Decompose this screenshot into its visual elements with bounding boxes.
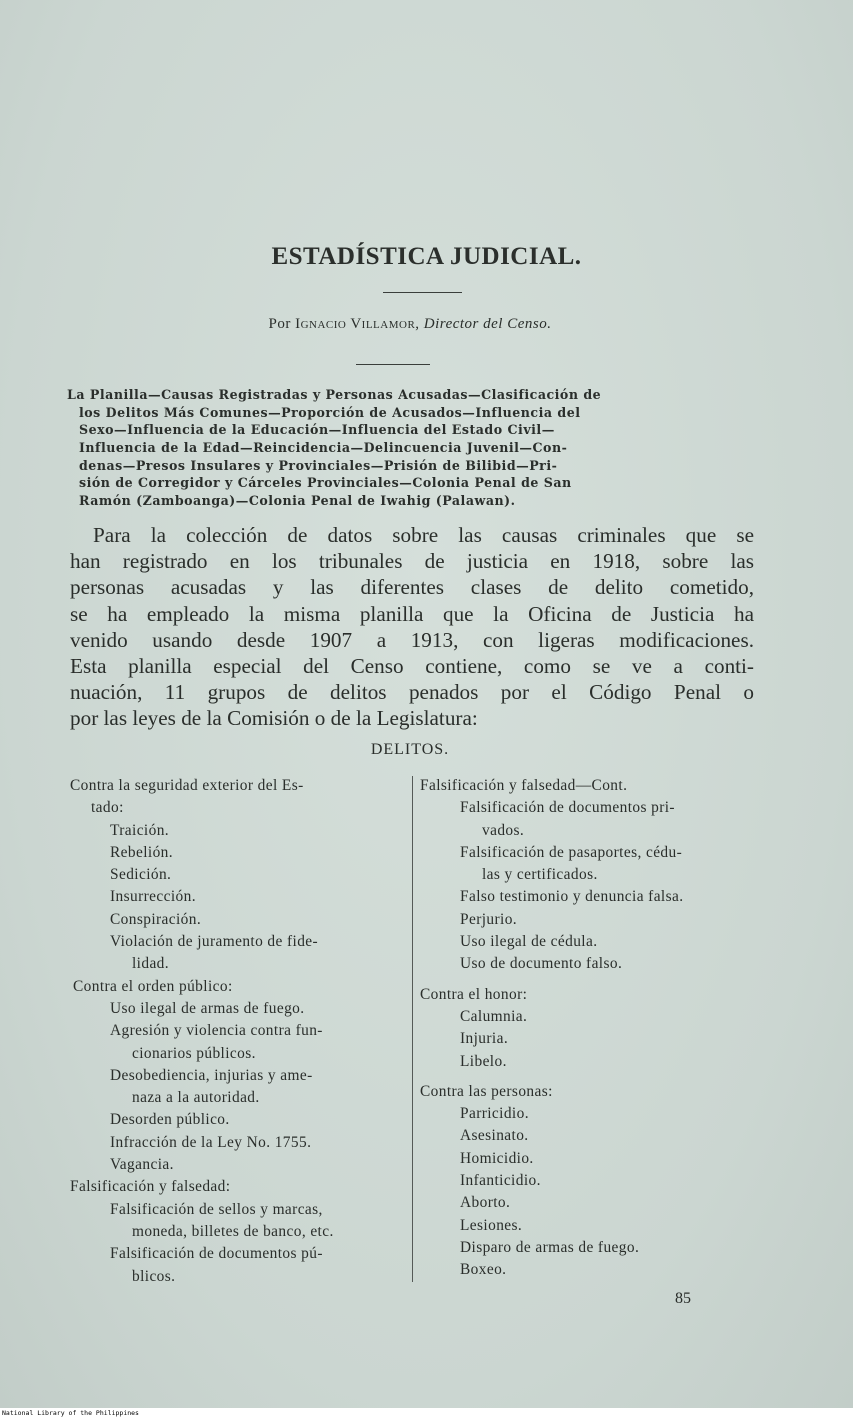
category-heading: Contra las personas: xyxy=(420,1082,553,1100)
list-item: Aborto. xyxy=(460,1194,511,1212)
list-item: Agresión y violencia contra fun- xyxy=(110,1022,323,1040)
list-item: Infanticidio. xyxy=(460,1172,541,1190)
chapter-summary xyxy=(67,386,755,510)
list-item: Uso ilegal de armas de fuego. xyxy=(110,999,305,1017)
category-heading: Contra la seguridad exterior del Es- xyxy=(70,777,304,794)
summary-line: Influencia de la Edad—Reincidencia—Delincuencia Juvenil—Con- xyxy=(79,440,568,456)
list-item: Sedición. xyxy=(110,866,172,884)
list-item: Falsificación de sellos y marcas, xyxy=(110,1200,323,1218)
list-item: Injuria. xyxy=(460,1030,509,1048)
byline-author: Ignacio Villamor, xyxy=(295,316,420,332)
list-item: Falso testimonio y denuncia falsa. xyxy=(460,888,684,906)
summary-line: denas—Presos Insulares y Provinciales—Prisión de Bilibid—Pri- xyxy=(79,457,558,473)
list-item-continuation: naza a la autoridad. xyxy=(132,1089,260,1107)
list-item: Parricidio. xyxy=(460,1105,529,1123)
summary-line: los Delitos Más Comunes—Proporción de Acusados—Influencia del xyxy=(79,404,581,420)
list-item: Falsificación de documentos pri- xyxy=(460,799,675,817)
column-divider xyxy=(412,776,413,1282)
category-heading: Contra el honor: xyxy=(420,985,528,1003)
page-number: 85 xyxy=(675,1290,691,1307)
list-item: Infracción de la Ley No. 1755. xyxy=(110,1133,312,1151)
list-item: Falsificación de documentos pú- xyxy=(110,1245,323,1263)
byline-rule xyxy=(356,364,430,365)
category-heading: Falsificación y falsedad—Cont. xyxy=(420,777,628,794)
body-line: Para la colección de datos sobre las causas criminales que se xyxy=(93,523,754,547)
delitos-heading: DELITOS. xyxy=(370,741,450,758)
list-item: Rebelión. xyxy=(110,843,174,861)
summary-line: La Planilla—Causas Registradas y Personas Acusadas—Clasificación de xyxy=(67,387,602,402)
body-line: por las leyes de la Comisión o de la Legislatura: xyxy=(70,706,478,731)
list-item: Libelo. xyxy=(460,1052,507,1070)
delitos-left-column xyxy=(70,775,410,1288)
list-item: Uso ilegal de cédula. xyxy=(460,933,598,951)
list-item: Traición. xyxy=(110,821,170,839)
spacer xyxy=(420,976,765,984)
footer-credit: National Library of the Philippines xyxy=(2,1409,139,1417)
list-item: Perjurio. xyxy=(460,910,518,928)
list-item-continuation: moneda, billetes de banco, etc. xyxy=(132,1222,334,1240)
list-item: Violación de juramento de fide- xyxy=(110,933,319,951)
list-item: Insurrección. xyxy=(110,888,196,906)
category-heading: Falsificación y falsedad: xyxy=(70,1178,231,1196)
body-line: venido usando desde 1907 a 1913, con ligeras modificaciones. xyxy=(70,627,754,652)
list-item: Uso de documento falso. xyxy=(460,955,623,973)
list-item: Homicidio. xyxy=(460,1149,534,1167)
category-heading-continuation: tado: xyxy=(91,799,124,817)
list-item: Disparo de armas de fuego. xyxy=(460,1238,640,1256)
body-line: personas acusadas y las diferentes clases de delito cometido, xyxy=(70,575,754,600)
list-item: Falsificación de pasaportes, cédu- xyxy=(460,843,683,861)
byline-role: Director del Censo. xyxy=(423,316,552,332)
body-paragraph xyxy=(70,522,754,732)
list-item: Desobediencia, injurias y ame- xyxy=(110,1066,313,1084)
category-heading: Contra el orden público: xyxy=(73,977,233,995)
list-item: Calumnia. xyxy=(460,1007,528,1025)
list-item-continuation: las y certificados. xyxy=(482,866,598,884)
list-item-continuation: cionarios públicos. xyxy=(132,1044,256,1062)
summary-line: Ramón (Zamboanga)—Colonia Penal de Iwahig (Palawan). xyxy=(79,493,516,509)
list-item: Boxeo. xyxy=(460,1261,507,1279)
summary-line: sión de Corregidor y Cárceles Provinciales—Colonia Penal de San xyxy=(79,475,572,491)
byline-prefix: Por xyxy=(268,316,291,332)
list-item: Vagancia. xyxy=(110,1156,174,1174)
body-line: se ha empleado la misma planilla que la Oficina de Justicia ha xyxy=(70,601,754,626)
list-item: Lesiones. xyxy=(460,1216,523,1234)
byline xyxy=(0,316,820,333)
title-rule xyxy=(383,292,462,293)
page-title: ESTADÍSTICA JUDICIAL. xyxy=(271,243,582,270)
delitos-right-column xyxy=(420,775,765,1282)
summary-line: Sexo—Influencia de la Educación—Influencia del Estado Civil— xyxy=(79,422,555,438)
list-item-continuation: vados. xyxy=(482,821,525,839)
list-item-continuation: lidad. xyxy=(132,955,170,973)
body-line: han registrado en los tribunales de justicia en 1918, sobre las xyxy=(70,549,754,574)
list-item-continuation: blicos. xyxy=(132,1267,176,1285)
body-line: Esta planilla especial del Censo contiene, como se ve a conti- xyxy=(70,653,754,678)
body-line: nuación, 11 grupos de delitos penados por el Código Penal o xyxy=(70,680,754,705)
spacer xyxy=(420,1073,765,1081)
list-item: Conspiración. xyxy=(110,910,202,928)
list-item: Desorden público. xyxy=(110,1111,230,1129)
list-item: Asesinato. xyxy=(460,1127,529,1145)
